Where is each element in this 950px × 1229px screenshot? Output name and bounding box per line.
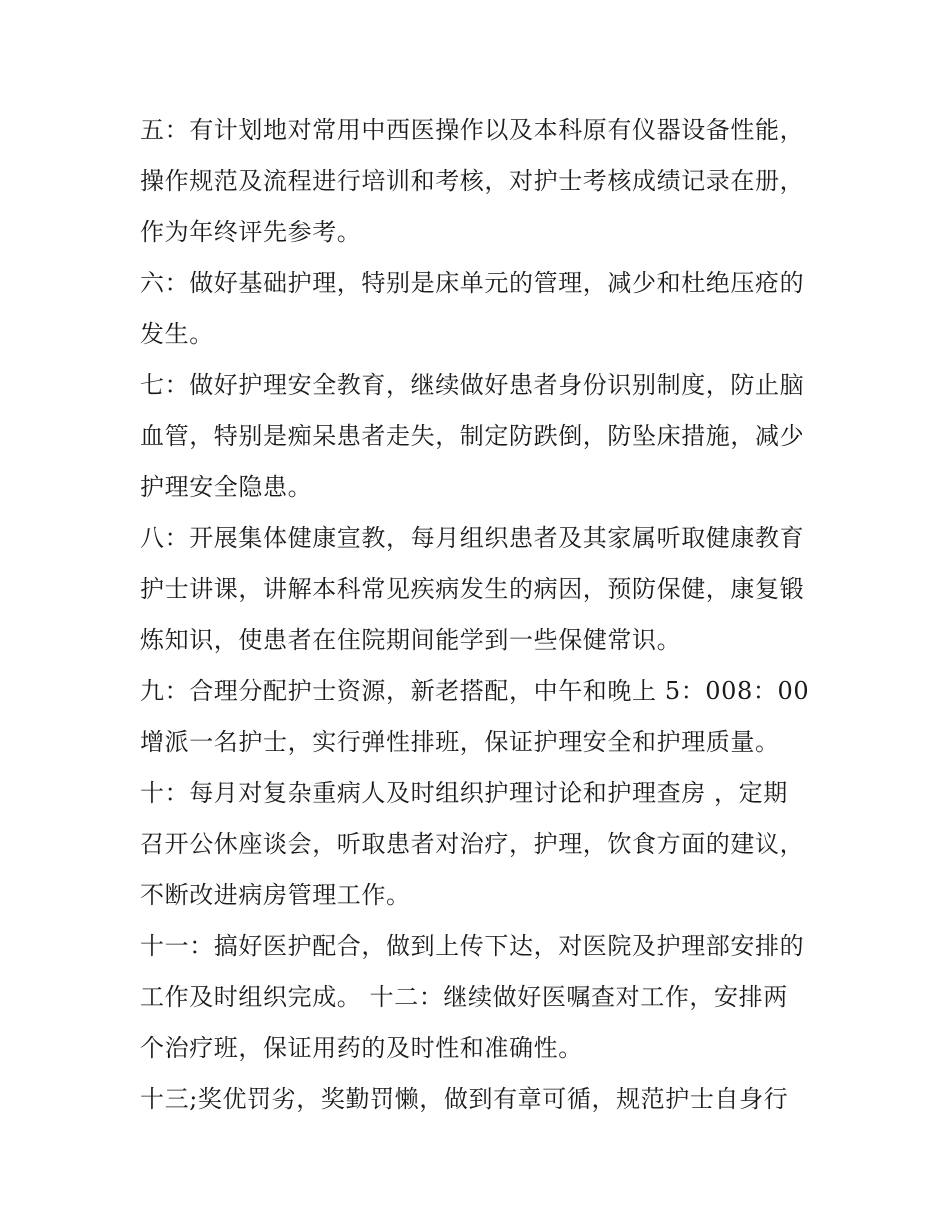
text-line: 护士讲课，讲解本科常见疾病发生的病因，预防保健，康复锻 [140,575,805,603]
text-line: 血管，特别是痴呆患者走失，制定防跌倒，防坠床措施，减少 [140,422,805,450]
text-line: 工作及时组织完成。 十二：继续做好医嘱查对工作，安排两 [140,983,788,1011]
text-line: 个治疗班，保证用药的及时性和准确性。 [140,1034,583,1062]
text-line: 五：有计划地对常用中西医操作以及本科原有仪器设备性能， [140,116,805,144]
text-line: 炼知识，使患者在住院期间能学到一些保健常识。 [140,626,682,654]
text-line: 发生。 [140,320,214,348]
text-line: 增派一名护士，实行弹性排班，保证护理安全和护理质量。 [140,728,780,756]
text-line: 十：每月对复杂重病人及时组织护理讨论和护理查房 ，定期 [140,779,788,807]
text-line: 护理安全隐患。 [140,473,313,501]
text-line: 召开公休座谈会，听取患者对治疗，护理，饮食方面的建议， [140,830,805,858]
text-line: 十三;奖优罚劣，奖勤罚懒，做到有章可循，规范护士自身行 [140,1085,789,1113]
text-line: 十一：搞好医护配合，做到上传下达，对医院及护理部安排的 [140,932,805,960]
text-line: 六：做好基础护理，特别是床单元的管理，减少和杜绝压疮的 [140,269,805,297]
text-line: 九：合理分配护士资源，新老搭配，中午和晚上 5：008：00 [140,677,810,705]
text-line: 八：开展集体健康宣教，每月组织患者及其家属听取健康教育 [140,524,805,552]
text-line: 作为年终评先参考。 [140,218,362,246]
text-line: 七：做好护理安全教育，继续做好患者身份识别制度，防止脑 [140,371,805,399]
text-line: 操作规范及流程进行培训和考核，对护士考核成绩记录在册， [140,167,805,195]
text-line: 不断改进病房管理工作。 [140,881,411,909]
